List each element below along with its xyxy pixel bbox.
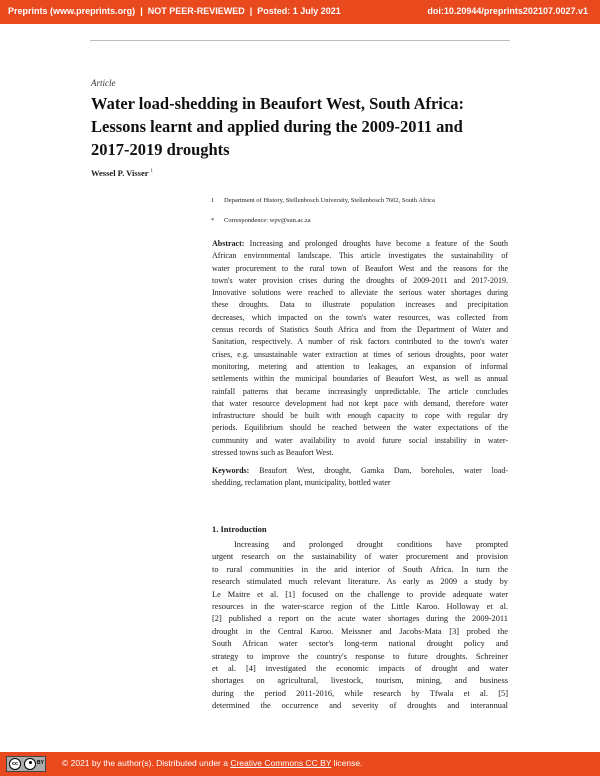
keywords-label: Keywords:: [212, 466, 250, 475]
body-line: determined the occurrence and severity of droughts and interannual: [212, 701, 508, 711]
title-line: Lessons learnt and applied during the 2009-2011 and: [91, 117, 463, 136]
header-divider: [90, 40, 510, 41]
abstract-line: decreases, which impacted on the town's water resources, was collected from: [212, 312, 508, 322]
title-line: 2017-2019 droughts: [91, 140, 230, 159]
attribution-icon: [24, 758, 36, 770]
body-line: drought in the Central Karoo. Meissner and Jacobs-Mata [3] probed the: [212, 626, 508, 636]
body-line: during the period 2011-2016, while research by Tfwala et al. [5]: [212, 688, 508, 698]
affiliation-mark: 1: [211, 197, 215, 204]
correspondence-mark: *: [211, 217, 215, 224]
license-link[interactable]: Creative Commons CC BY: [230, 758, 332, 768]
abstract-line: Innovative solutions were reached to alleviate the serious water shortages during: [212, 288, 508, 298]
body-line: research stimulated much relevant literature. As early as 2009 a study by: [212, 577, 508, 587]
abstract-line: Sanitation, respectively. A number of risk factors contributed to the town's water: [212, 337, 508, 347]
abstract-line: community and water availability to avoid future social instability in water-: [212, 435, 508, 445]
body-line: Le Maitre et al. [1] focused on the challenge to provide adequate water: [212, 589, 508, 599]
review-status: NOT PEER-REVIEWED: [147, 6, 245, 16]
body-line: South African water sector's long-term national drought policy and: [212, 639, 508, 649]
abstract-line: that water resource development had not kept pace with demand, therefore water: [212, 398, 508, 408]
preprint-header-bar: [0, 0, 600, 24]
cc-by-license-icon[interactable]: [6, 756, 46, 772]
correspondence-note: [211, 217, 311, 224]
article-title: [91, 92, 521, 161]
by-label: BY: [37, 760, 44, 766]
body-line: resources in the water-scarce region of the Little Karoo. Holloway et al.: [212, 601, 508, 611]
posted-date: Posted: 1 July 2021: [257, 6, 341, 16]
abstract-line: monitoring, metering and attention to leakages, an expansion of informal: [212, 361, 508, 371]
abstract-line: periods. Equilibrium should be reached between the water expectations of the: [212, 423, 508, 433]
abstract-line: town's water provision crises during the droughts of 2009-2011 and 2017-2019.: [212, 275, 508, 285]
abstract-line: African environmental landscape. This article investigates the sustainability of: [212, 251, 508, 261]
doi-link[interactable]: doi:10.20944/preprints202107.0027.v1: [427, 6, 588, 16]
abstract-line: crises, e.g. unsustainable water extraction at times of serious droughts, poor water: [212, 349, 508, 359]
keywords: [212, 465, 508, 490]
article-type: Article: [91, 78, 116, 88]
abstract-line: these droughts. Data to illustrate population increases and precipitation: [212, 300, 508, 310]
correspondence-text[interactable]: Correspondence: wpv@sun.ac.za: [224, 217, 311, 224]
affiliation-text: Department of History, Stellenbosch University, Stellenbosch 7602, South Africa: [224, 197, 435, 204]
license-text: © 2021 by the author(s). Distributed under a Creative Commons CC BY license.: [62, 758, 363, 768]
body-line: [2] published a report on the acute water shortages during the 2009-2011: [212, 614, 508, 624]
abstract-label: Abstract:: [212, 239, 245, 248]
body-line: et al. [4] investigated the economic impacts of drought and water: [212, 663, 508, 673]
abstract-line: water procurement to the rural town of Beaufort West and the reasons for the: [212, 263, 508, 273]
abstract-line: census records of Statistics South Africa and from the Department of Water and: [212, 325, 508, 335]
license-footer: [0, 752, 600, 776]
abstract: [212, 238, 508, 459]
body-line: urgent research on the sustainability of water procurement and provision: [212, 552, 508, 562]
author-name: Wessel P. Visser: [91, 168, 149, 178]
keywords-line: Keywords: Beaufort West, drought, Gamka Dam, boreholes, water load-: [212, 466, 509, 475]
journal-name[interactable]: Preprints (www.preprints.org): [8, 6, 136, 16]
introduction-body: [212, 539, 508, 712]
author-affiliation-sup: 1: [150, 169, 154, 175]
author-line: [91, 168, 153, 178]
abstract-line: settlements within the municipal boundaries of Beaufort West, as well as annual: [212, 374, 508, 384]
header-info: Preprints (www.preprints.org) | NOT PEER-REVIEWED | Posted: 1 July 2021: [8, 6, 341, 16]
abstract-line: stressed towns such as Beaufort West.: [212, 448, 334, 458]
section-heading: 1. Introduction: [212, 524, 267, 534]
body-line: strategy to improve the country's response to future droughts. Schreiner: [212, 651, 508, 661]
body-line: shortages on agricultural, livestock, tourism, mining, and business: [212, 676, 508, 686]
affiliation-note: [211, 197, 435, 204]
abstract-line: infrastructure should be built with enough capacity to cope with regular dry: [212, 411, 508, 421]
abstract-line: Abstract: Increasing and prolonged droughts have become a feature of the South: [212, 239, 508, 248]
body-line: Increasing and prolonged drought conditions have prompted: [234, 540, 508, 549]
body-line: to rural communities in the arid interior of South Africa. In turn the: [212, 564, 508, 574]
keywords-line: shedding, reclamation plant, municipality, bottled water: [212, 478, 391, 488]
abstract-line: rainfall patterns that became increasingly unpredictable. The article concludes: [212, 386, 508, 396]
title-line: Water load-shedding in Beaufort West, South Africa:: [91, 94, 464, 113]
cc-icon: cc: [9, 758, 21, 770]
